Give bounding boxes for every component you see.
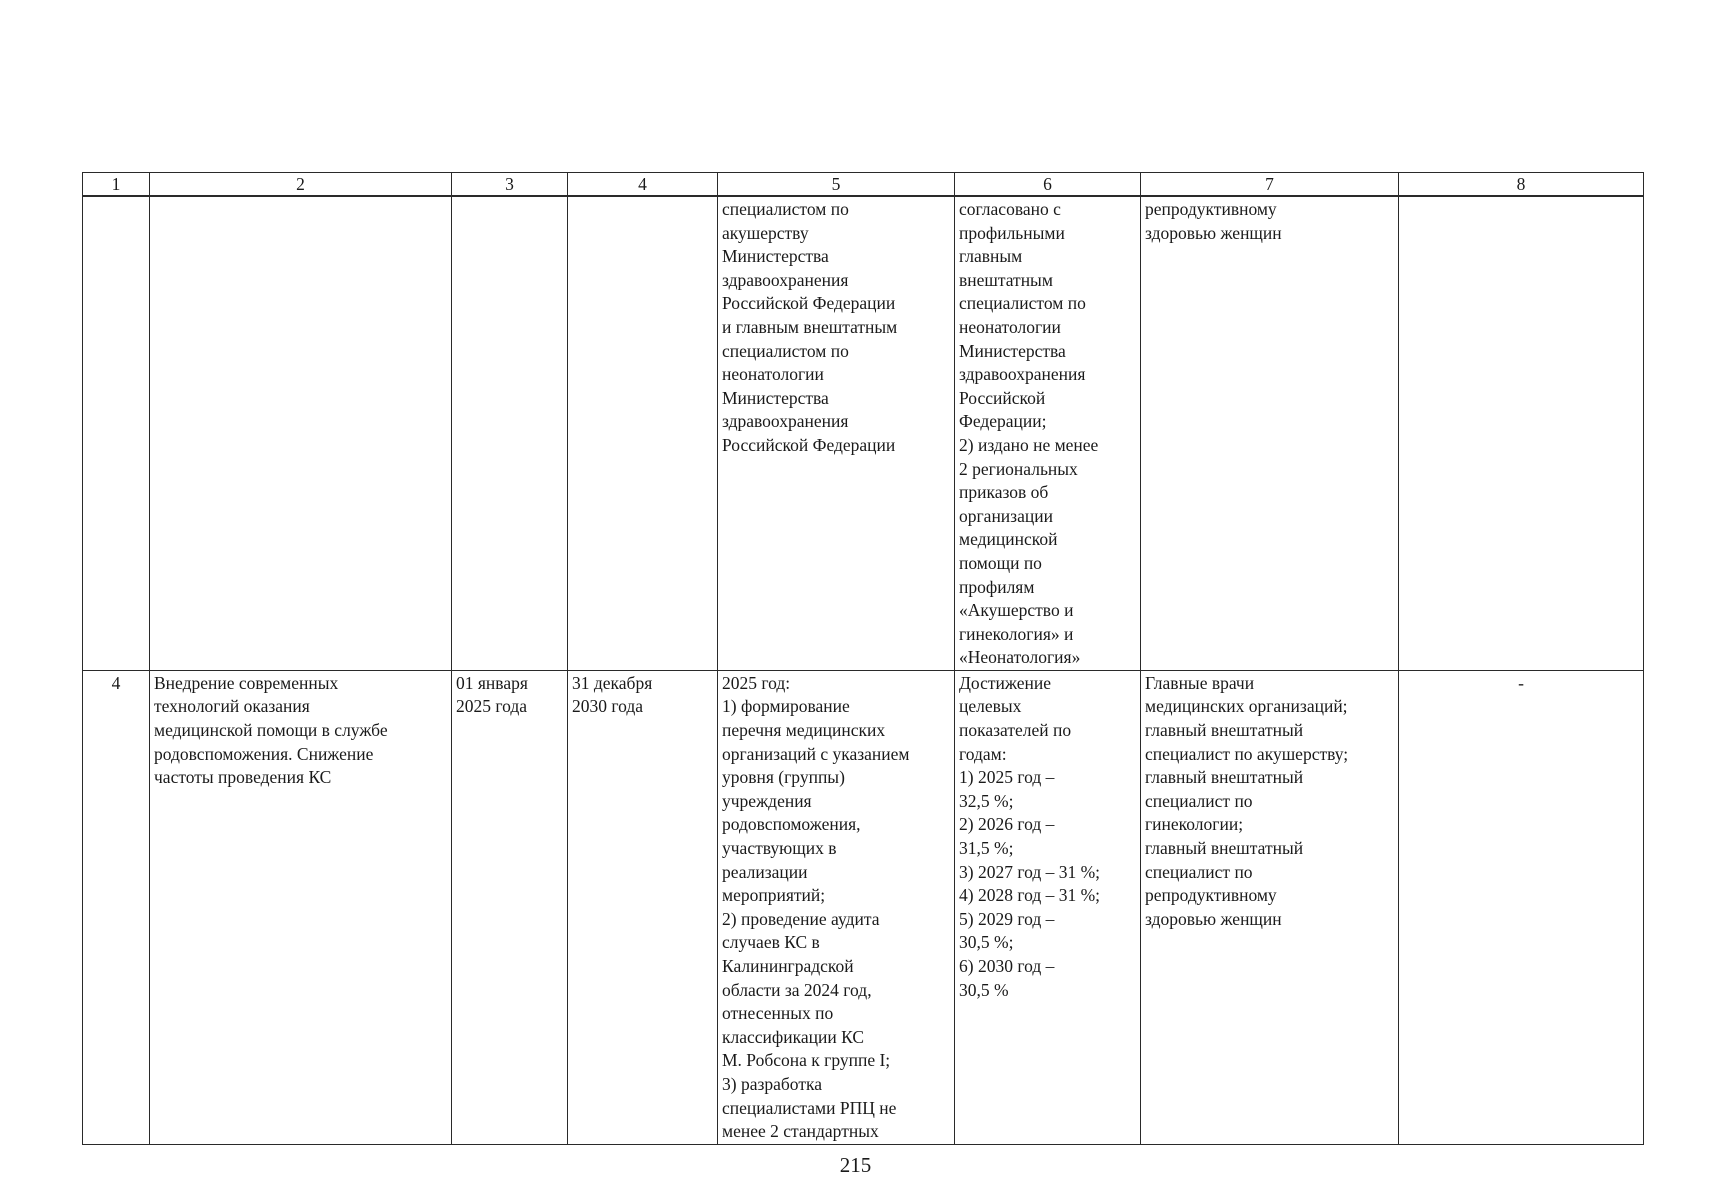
end-date-cell: 31 декабря 2030 года — [568, 670, 718, 1144]
column-number-row — [83, 173, 1644, 197]
column-number-7: 7 — [1141, 173, 1399, 197]
responsible-cell: репродуктивному здоровью женщин — [1141, 196, 1399, 670]
note-cell: - — [1399, 670, 1644, 1144]
column-number-4: 4 — [568, 173, 718, 197]
start-date-cell — [452, 196, 568, 670]
activity-name-cell — [150, 196, 452, 670]
table-row-continuation — [83, 196, 1644, 670]
data-table — [82, 172, 1644, 1145]
column-number-8: 8 — [1399, 173, 1644, 197]
start-date-cell: 01 января 2025 года — [452, 670, 568, 1144]
activity-name-cell: Внедрение современных технологий оказания медицинской помощи в службе родовспоможения. Снижение частоты проведения КС — [150, 670, 452, 1144]
table-row-4 — [83, 670, 1644, 1144]
responsible-cell: Главные врачи медицинских организаций; главный внештатный специалист по акушерству; главный внештатный специалист по гинекологии; главный внештатный специалист по репродуктивному здоровью женщин — [1141, 670, 1399, 1144]
column-number-3: 3 — [452, 173, 568, 197]
row-number-cell: 4 — [83, 670, 150, 1144]
description-cell: 2025 год: 1) формирование перечня медицинских организаций с указанием уровня (группы) учреждения родовспоможения, участвующих в реализации мероприятий; 2) проведение аудита случаев КС в Калининградской области за 2024 год, отнесенных по классификации КС М. Робсона к группе I; 3) разработка специалистами РПЦ не менее 2 стандартных — [718, 670, 955, 1144]
row-number-cell — [83, 196, 150, 670]
column-number-1: 1 — [83, 173, 150, 197]
result-cell: Достижение целевых показателей по годам: 1) 2025 год – 32,5 %; 2) 2026 год – 31,5 %; 3) 2027 год – 31 %; 4) 2028 год – 31 %; 5) 2029 год – 30,5 %; 6) 2030 год – 30,5 % — [955, 670, 1141, 1144]
description-cell: специалистом по акушерству Министерства здравоохранения Российской Федерации и главным внештатным специалистом по неонатологии Министерства здравоохранения Российской Федерации — [718, 196, 955, 670]
page-number: 215 — [839, 1153, 872, 1177]
column-number-6: 6 — [955, 173, 1141, 197]
column-number-5: 5 — [718, 173, 955, 197]
note-cell — [1399, 196, 1644, 670]
column-number-2: 2 — [150, 173, 452, 197]
result-cell: согласовано с профильными главным внештатным специалистом по неонатологии Министерства здравоохранения Российской Федерации; 2) издано не менее 2 региональных приказов об организации медицинской помощи по профилям «Акушерство и гинекология» и «Неонатология» — [955, 196, 1141, 670]
end-date-cell — [568, 196, 718, 670]
